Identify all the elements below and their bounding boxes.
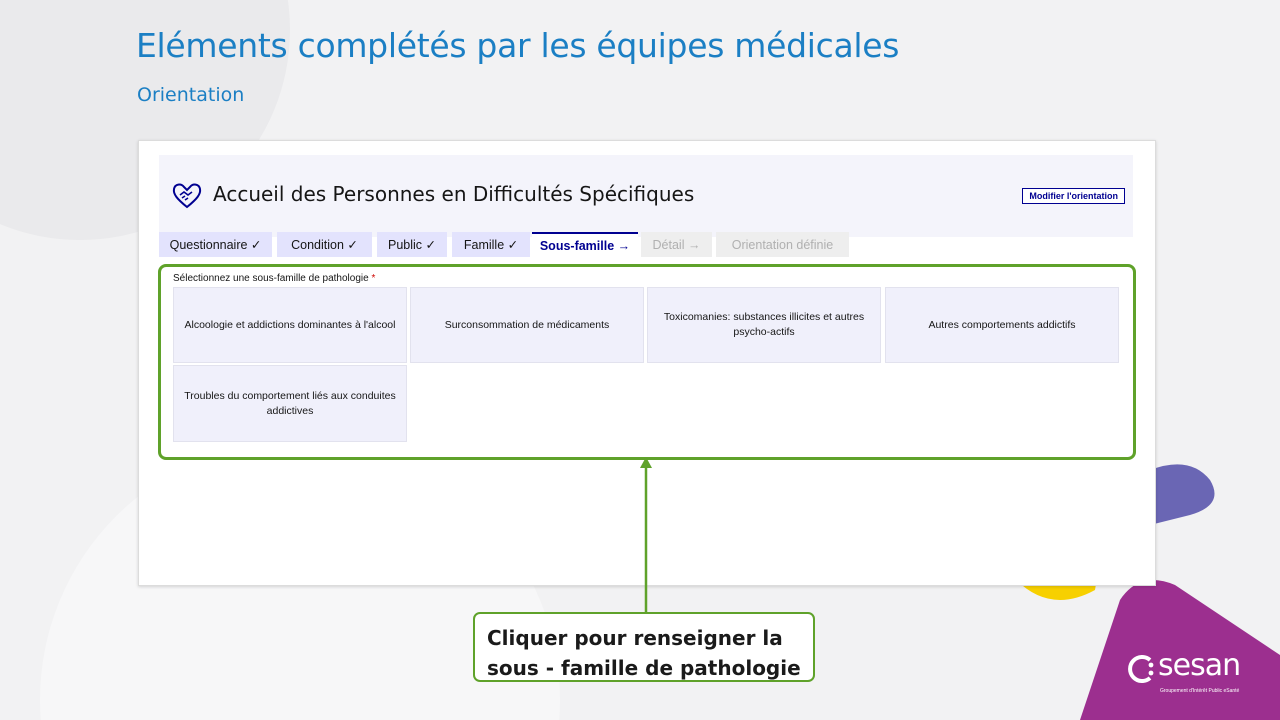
option-autres-comportements[interactable]: Autres comportements addictifs: [885, 287, 1119, 363]
required-mark: *: [371, 273, 376, 284]
subfamily-label-text: Sélectionnez une sous-famille de pathologie: [173, 273, 369, 284]
tab-public[interactable]: Public ✓: [377, 232, 447, 257]
sesan-logo-name: sesan: [1158, 648, 1241, 683]
slide-title: Eléments complétés par les équipes médicales: [136, 26, 900, 65]
option-alcoologie[interactable]: Alcoologie et addictions dominantes à l'alcool: [173, 287, 407, 363]
tab-orientation-definie: Orientation définie: [716, 232, 849, 257]
callout-line-2: sous - famille de pathologie: [487, 656, 801, 680]
option-troubles-comportement[interactable]: Troubles du comportement liés aux conduites addictives: [173, 365, 407, 442]
callout-line-1: Cliquer pour renseigner la: [487, 626, 783, 650]
tab-famille[interactable]: Famille ✓: [452, 232, 530, 257]
option-toxicomanies[interactable]: Toxicomanies: substances illicites et autres psycho-actifs: [647, 287, 881, 363]
sesan-logo-mark-icon: [1124, 652, 1158, 686]
option-surconsommation-medicaments[interactable]: Surconsommation de médicaments: [410, 287, 644, 363]
tab-condition[interactable]: Condition ✓: [277, 232, 372, 257]
sesan-logo: [1124, 648, 1241, 694]
tab-detail: Détail →: [641, 232, 712, 257]
tab-sous-famille[interactable]: Sous-famille →: [532, 232, 638, 257]
app-title: Accueil des Personnes en Difficultés Spécifiques: [213, 182, 695, 206]
modify-orientation-button[interactable]: Modifier l'orientation: [1022, 188, 1125, 204]
sesan-logo-tagline: Groupement d'Intérêt Public eSanté: [1160, 688, 1240, 694]
slide-subtitle: Orientation: [137, 84, 245, 106]
callout-box: [473, 612, 815, 682]
tab-questionnaire[interactable]: Questionnaire ✓: [159, 232, 272, 257]
